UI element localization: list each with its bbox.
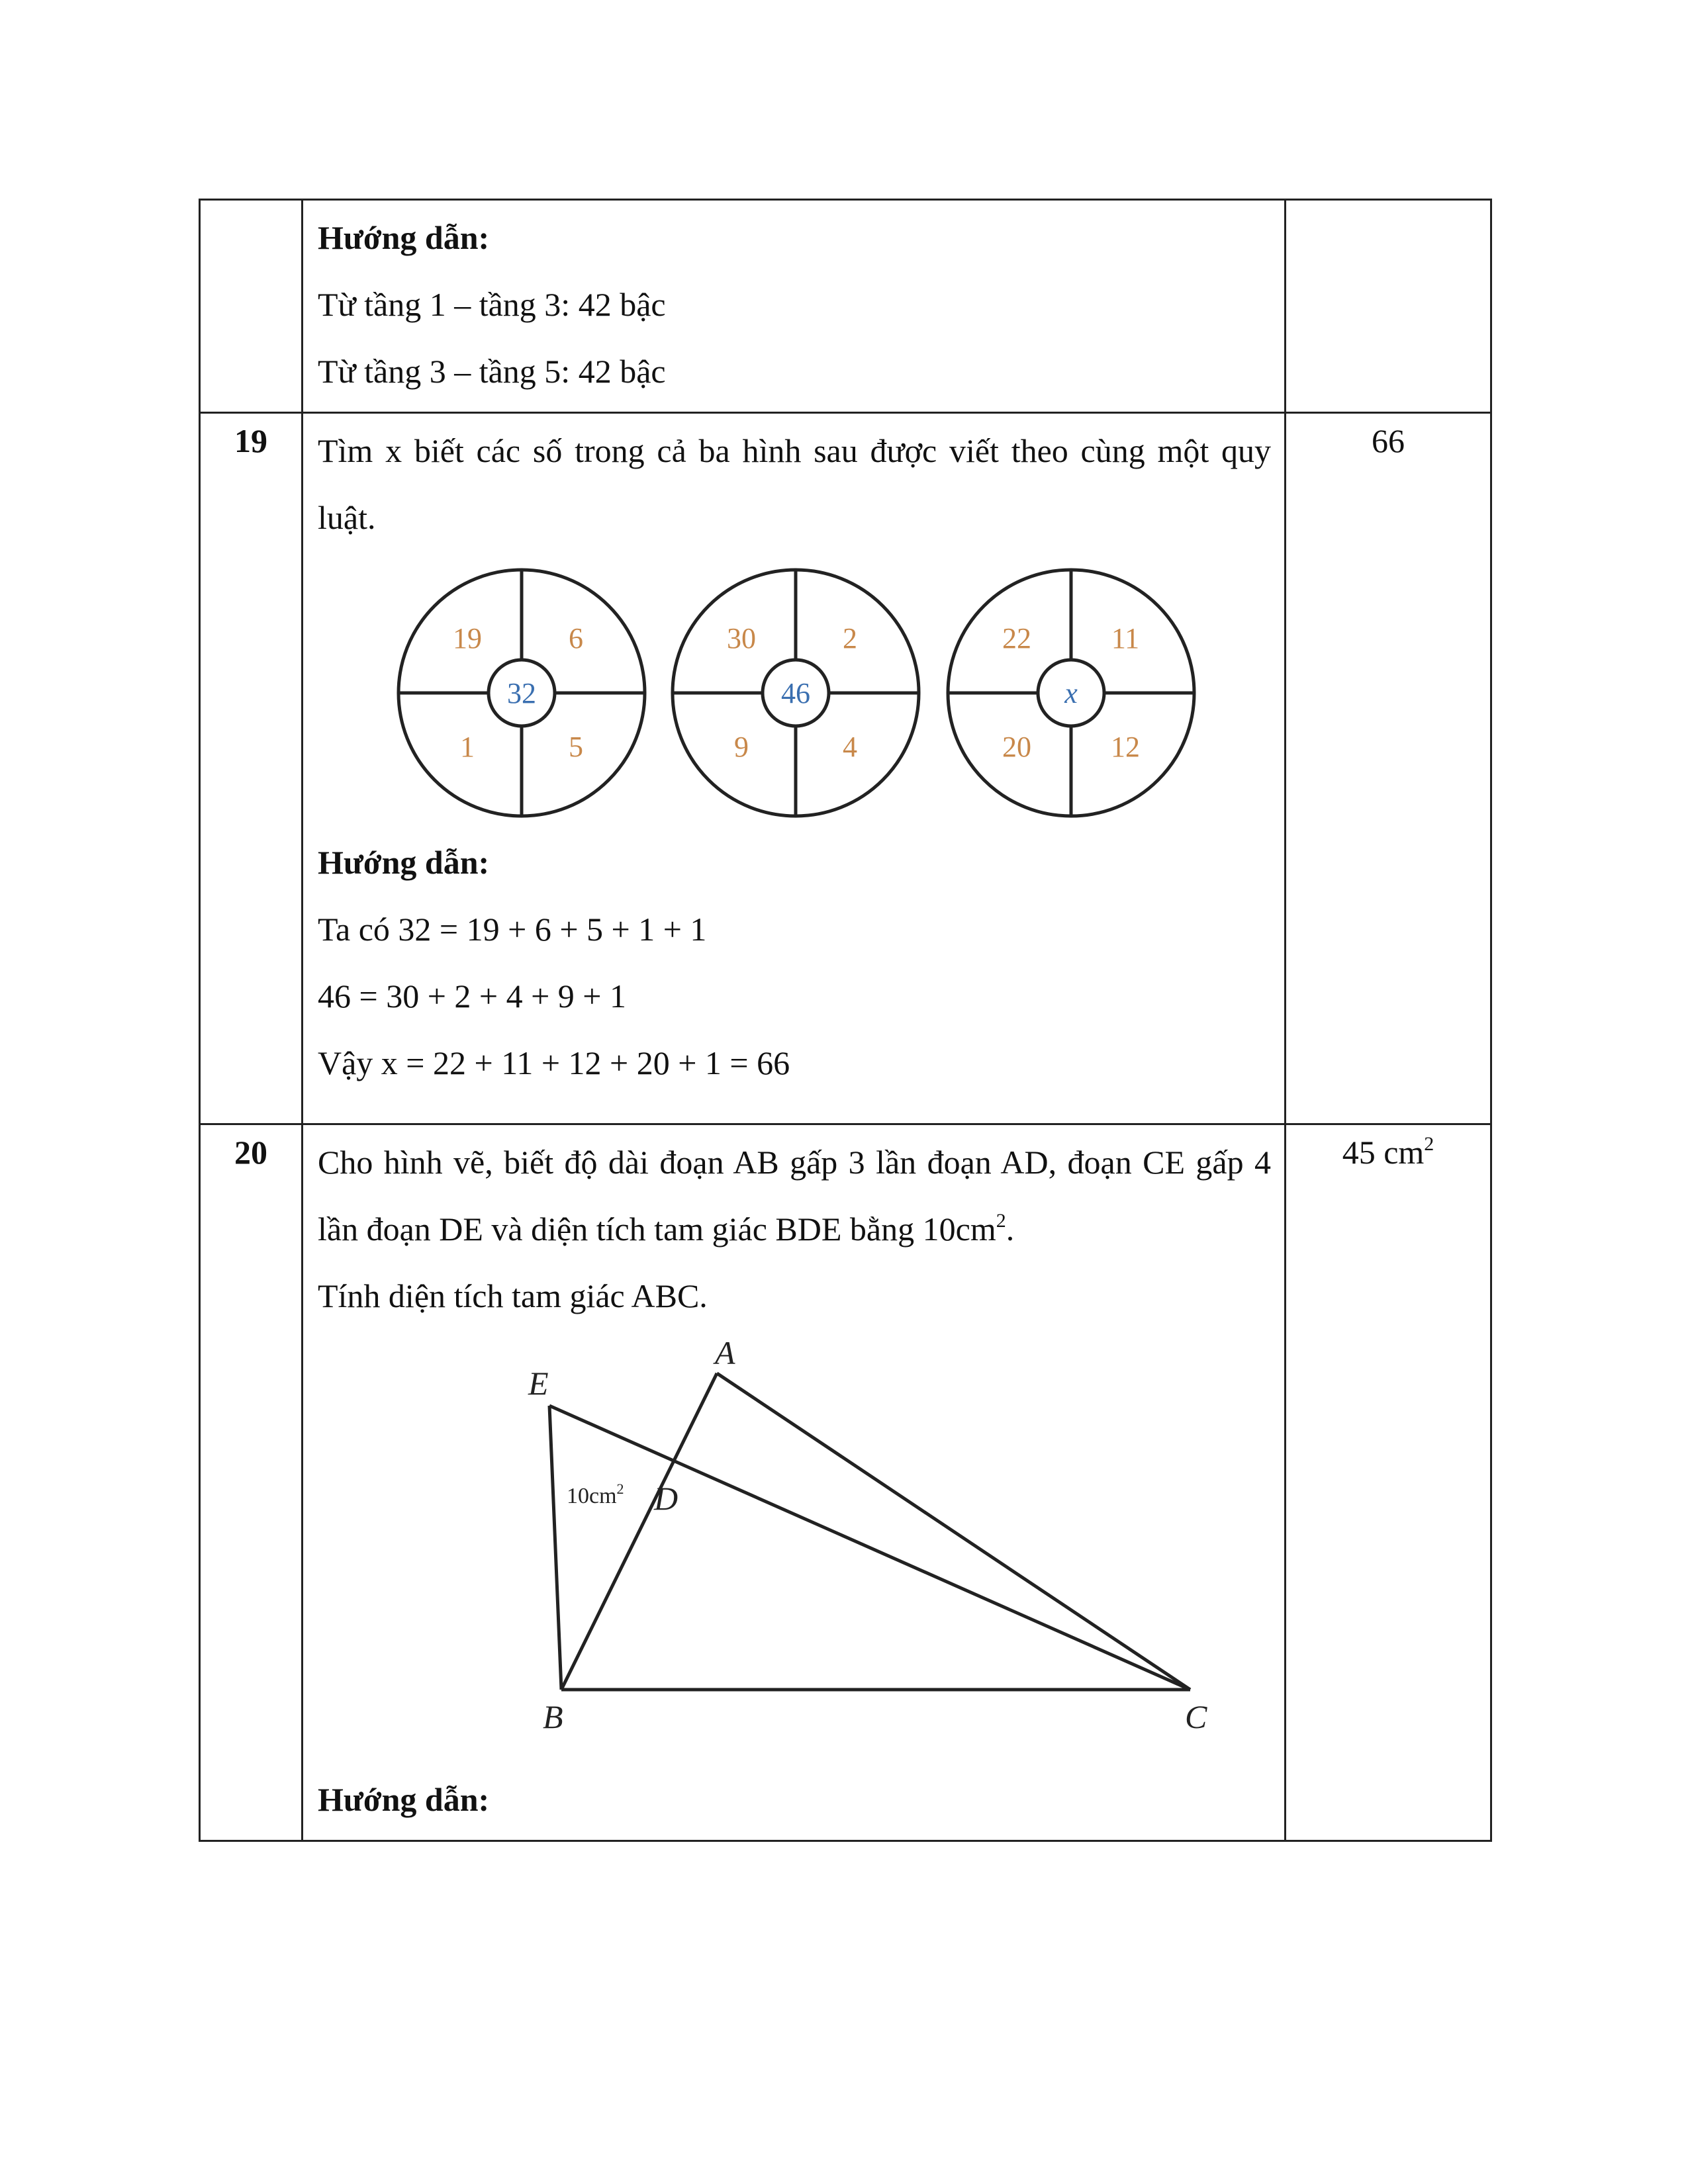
circle-number: 4 bbox=[843, 731, 857, 763]
question-text-end: . bbox=[1006, 1210, 1015, 1248]
question-number: 19 bbox=[200, 413, 303, 1124]
circle-number: 9 bbox=[734, 731, 749, 763]
point-label-e: E bbox=[528, 1365, 549, 1402]
guide-line: Từ tầng 1 – tầng 3: 42 bậc bbox=[318, 286, 666, 323]
segment-ec bbox=[549, 1406, 1190, 1690]
segment-eb bbox=[549, 1406, 561, 1690]
circle-number: 19 bbox=[453, 622, 482, 655]
point-label-c: C bbox=[1185, 1698, 1207, 1735]
circle-number: 2 bbox=[843, 622, 857, 655]
solution-line: Vậy x = 22 + 11 + 12 + 20 + 1 = 66 bbox=[318, 1044, 790, 1081]
answer-cell bbox=[1286, 200, 1491, 413]
circle-number: 22 bbox=[1002, 622, 1031, 655]
question-text: Tìm x biết các số trong cả ba hình sau được viết theo cùng một quy luật. bbox=[318, 432, 1271, 536]
guide-heading: Hướng dẫn: bbox=[318, 1781, 490, 1818]
guide-heading: Hướng dẫn: bbox=[318, 219, 490, 256]
question-text bbox=[318, 1129, 1271, 1263]
content-cell bbox=[303, 1124, 1286, 1841]
question-text-main: Cho hình vẽ, biết độ dài đoạn AB gấp 3 lần đoạn AD, đoạn CE gấp 4 lần đoạn DE và diện tích tam giác BDE bằng 10cm bbox=[318, 1144, 1271, 1248]
circle-number: 6 bbox=[569, 622, 583, 655]
triangle-lines bbox=[549, 1373, 1190, 1690]
point-label-d: D bbox=[654, 1480, 679, 1517]
answer-table bbox=[199, 199, 1492, 1842]
question-number: 20 bbox=[200, 1124, 303, 1841]
guide-heading: Hướng dẫn: bbox=[318, 844, 490, 881]
answer-superscript: 2 bbox=[1424, 1133, 1434, 1155]
circle-center-number: 46 bbox=[781, 677, 810, 709]
table-row bbox=[200, 1124, 1491, 1841]
table-row bbox=[200, 413, 1491, 1124]
circle-center-number: 32 bbox=[507, 677, 536, 709]
triangle-figure bbox=[318, 1330, 1271, 1766]
circle-number: 30 bbox=[727, 622, 756, 655]
circle-number: 5 bbox=[569, 731, 583, 763]
circle-number: 20 bbox=[1002, 731, 1031, 763]
point-label-a: A bbox=[715, 1334, 735, 1371]
circle-center-number: x bbox=[1064, 677, 1078, 709]
circle-puzzle-figure bbox=[318, 551, 1271, 829]
table-row bbox=[200, 200, 1491, 413]
content-cell bbox=[303, 200, 1286, 413]
content-cell bbox=[303, 413, 1286, 1124]
circle-number: 11 bbox=[1111, 622, 1140, 655]
point-label-b: B bbox=[543, 1698, 563, 1735]
question-text-line: Tính diện tích tam giác ABC. bbox=[318, 1277, 708, 1314]
question-number-cell bbox=[200, 200, 303, 413]
superscript: 2 bbox=[996, 1210, 1006, 1232]
answer-main: 45 cm bbox=[1342, 1134, 1425, 1171]
solution-line: 46 = 30 + 2 + 4 + 9 + 1 bbox=[318, 978, 626, 1015]
circle-number: 1 bbox=[460, 731, 475, 763]
answer-value: 66 bbox=[1286, 413, 1491, 1124]
answer-value bbox=[1286, 1124, 1491, 1841]
guide-line: Từ tầng 3 – tầng 5: 42 bậc bbox=[318, 353, 666, 390]
solution-line: Ta có 32 = 19 + 6 + 5 + 1 + 1 bbox=[318, 911, 707, 948]
circle-number: 12 bbox=[1111, 731, 1140, 763]
area-label: $10cm^2$ bbox=[567, 1480, 624, 1508]
segment-ac bbox=[717, 1373, 1190, 1690]
